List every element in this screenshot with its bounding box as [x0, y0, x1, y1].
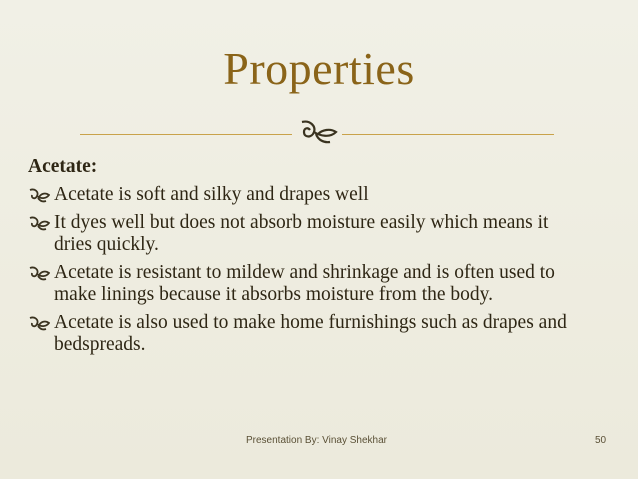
bullet-text: It dyes well but does not absorb moisture easily which means it dries quickly. — [54, 212, 549, 255]
section-heading: Acetate: — [28, 156, 98, 177]
bullet-item — [28, 212, 588, 256]
bullet-text: Acetate is also used to make home furnishings such as drapes and bedspreads. — [54, 312, 567, 355]
footer-credit: Presentation By: Vinay Shekhar — [246, 435, 388, 446]
title-divider-right — [342, 134, 554, 135]
slide-body — [28, 156, 588, 362]
fleuron-bullet-icon — [28, 315, 50, 331]
fleuron-ornament-icon — [296, 116, 340, 146]
bullet-item — [28, 184, 588, 206]
bullet-text: Acetate is resistant to mildew and shrinkage and is often used to make linings because it absorbs moisture from the body. — [54, 262, 555, 305]
bullet-item — [28, 262, 588, 306]
slide-title: Properties — [223, 43, 415, 94]
fleuron-bullet-icon — [28, 215, 50, 231]
fleuron-bullet-icon — [28, 187, 50, 203]
title-divider-left — [80, 134, 292, 135]
bullet-item — [28, 312, 588, 356]
fleuron-bullet-icon — [28, 265, 50, 281]
bullet-text: Acetate is soft and silky and drapes well — [54, 184, 369, 205]
page-number: 50 — [595, 435, 607, 446]
